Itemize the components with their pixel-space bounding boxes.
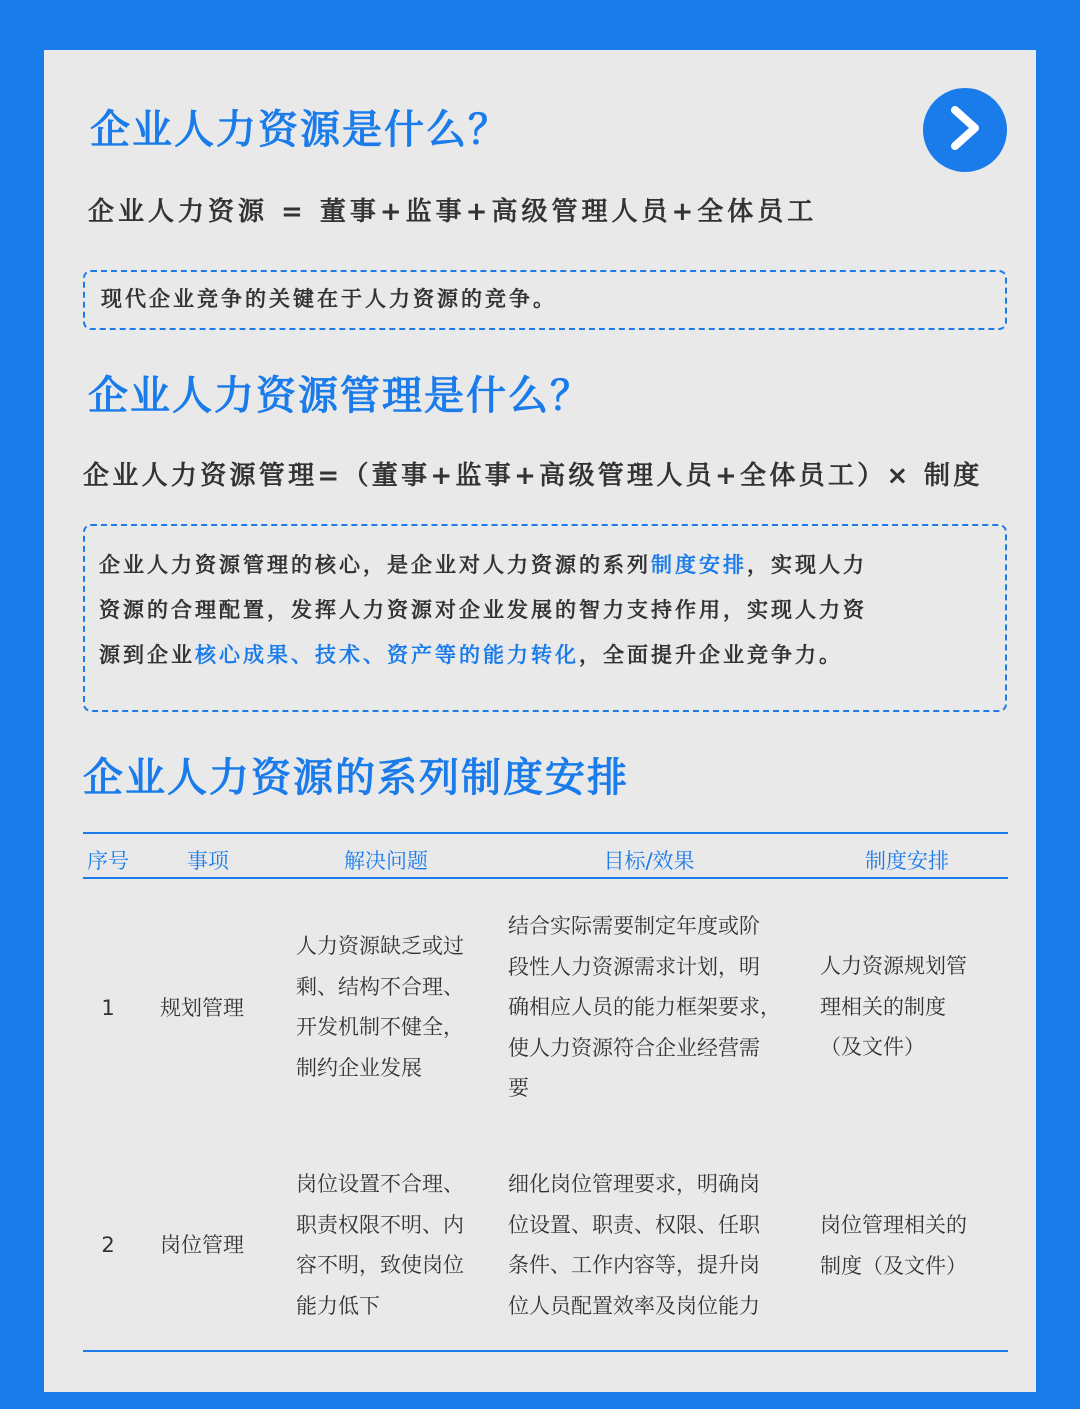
cell-line: 位人员配置效率及岗位能力 bbox=[508, 1293, 760, 1318]
row-goal bbox=[508, 1164, 808, 1326]
row-system bbox=[820, 1205, 1000, 1286]
section1-title: 企业人力资源是什么？ bbox=[90, 107, 510, 153]
note-text: 企业人力资源管理的核心，是企业对人力资源的系列 bbox=[99, 553, 651, 577]
chevron-right-icon bbox=[945, 104, 985, 156]
cell-line: 开发机制不健全， bbox=[296, 1015, 464, 1039]
row-problem bbox=[296, 926, 496, 1088]
cell-line: 职责权限不明、内 bbox=[296, 1212, 464, 1237]
note-text: ，全面提升企业竞争力。 bbox=[579, 643, 843, 667]
header-goal: 目标/效果 bbox=[603, 849, 695, 873]
section2-note-line-3 bbox=[99, 633, 1005, 678]
cell-line: 使人力资源符合企业经营需 bbox=[508, 1035, 760, 1060]
note-text: ，实现人力 bbox=[747, 553, 867, 577]
cell-line: 人力资源规划管 bbox=[820, 954, 967, 978]
cell-line: 岗位设置不合理、 bbox=[296, 1172, 464, 1196]
cell-line: 剩、结构不合理、 bbox=[296, 974, 464, 999]
cell-line: 理相关的制度 bbox=[820, 994, 946, 1019]
cell-line: （及文件） bbox=[820, 1035, 925, 1059]
section2-title: 企业人力资源管理是什么？ bbox=[88, 373, 592, 419]
row-problem bbox=[296, 1164, 496, 1326]
header-system: 制度安排 bbox=[865, 849, 949, 873]
row-no: 2 bbox=[101, 1233, 115, 1257]
header-item: 事项 bbox=[187, 849, 229, 873]
section2-note-line-1 bbox=[99, 543, 1005, 588]
section1-note: 现代企业竞争的关键在于人力资源的竞争。 bbox=[101, 287, 557, 311]
note-highlight: 制度安排 bbox=[651, 553, 747, 577]
cell-line: 结合实际需要制定年度或阶 bbox=[508, 914, 760, 938]
note-highlight: 核心成果、技术、资产等的能力转化 bbox=[195, 643, 579, 667]
cell-line: 制约企业发展 bbox=[296, 1055, 422, 1080]
cell-line: 容不明，致使岗位 bbox=[296, 1253, 464, 1277]
table-header-rule bbox=[83, 877, 1008, 879]
section3-title: 企业人力资源的系列制度安排 bbox=[83, 755, 629, 801]
section2-note-box bbox=[83, 524, 1007, 712]
header-no: 序号 bbox=[87, 849, 129, 873]
cell-line: 细化岗位管理要求，明确岗 bbox=[508, 1172, 760, 1196]
row-system bbox=[820, 946, 1000, 1068]
next-button[interactable] bbox=[923, 88, 1007, 172]
row-goal bbox=[508, 906, 808, 1109]
cell-line: 人力资源缺乏或过 bbox=[296, 934, 464, 958]
row-item: 规划管理 bbox=[160, 996, 244, 1020]
row-item: 岗位管理 bbox=[160, 1233, 244, 1257]
cell-line: 确相应人员的能力框架要求， bbox=[508, 995, 781, 1019]
cell-line: 段性人力资源需求计划，明 bbox=[508, 954, 760, 979]
cell-line: 要 bbox=[508, 1076, 529, 1100]
section1-formula: 企业人力资源 = 董事+监事+高级管理人员+全体员工 bbox=[88, 197, 818, 227]
cell-line: 能力低下 bbox=[296, 1293, 380, 1318]
section1-note-box bbox=[83, 270, 1007, 330]
cell-line: 岗位管理相关的 bbox=[820, 1213, 967, 1237]
cell-line: 制度（及文件） bbox=[820, 1253, 967, 1278]
row-no: 1 bbox=[101, 996, 115, 1020]
note-text: 源到企业 bbox=[99, 643, 195, 667]
section2-note-line-2: 资源的合理配置，发挥人力资源对企业发展的智力支持作用，实现人力资 bbox=[99, 598, 867, 622]
section2-formula: 企业人力资源管理=（董事+监事+高级管理人员+全体员工）× 制度 bbox=[83, 461, 983, 491]
table-top-rule bbox=[83, 832, 1008, 834]
content-panel bbox=[44, 50, 1036, 1392]
table-bottom-rule bbox=[83, 1350, 1008, 1352]
header-problem: 解决问题 bbox=[344, 849, 428, 873]
cell-line: 位设置、职责、权限、任职 bbox=[508, 1212, 760, 1237]
cell-line: 条件、工作内容等，提升岗 bbox=[508, 1253, 760, 1277]
